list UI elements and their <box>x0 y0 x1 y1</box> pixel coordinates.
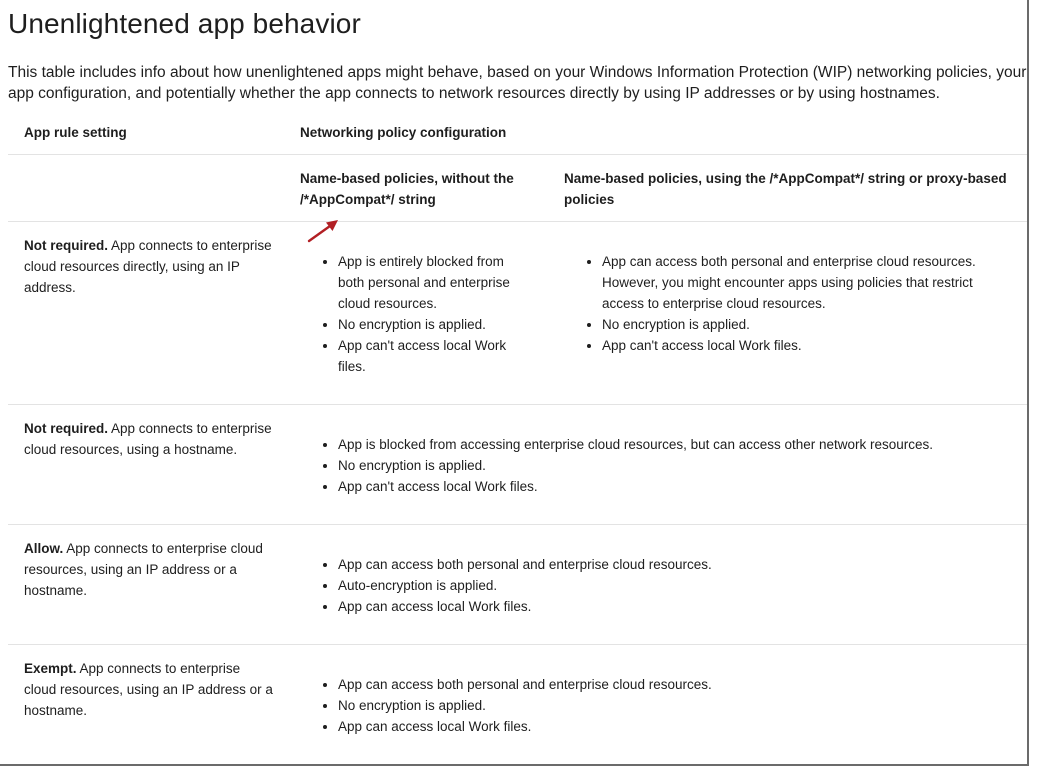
list-item: • App can access local Work files. <box>338 596 1029 617</box>
bullet-list <box>580 251 1012 356</box>
list-item: • App can't access local Work files. <box>338 335 513 377</box>
table-row-setting <box>24 235 274 298</box>
setting-label: Allow. <box>24 541 64 556</box>
table-divider <box>8 644 1027 645</box>
bullet-list <box>316 434 1029 497</box>
table-divider <box>8 404 1027 405</box>
setting-description: App connects to enterprise cloud resources, using a hostname. <box>24 421 272 457</box>
annotation-arrow-icon <box>306 218 342 244</box>
list-item: • App can't access local Work files. <box>338 476 1029 497</box>
page-title: Unenlightened app behavior <box>8 8 361 39</box>
table-divider <box>8 221 1027 222</box>
intro-paragraph: This table includes info about how unenlightened apps might behave, based on your Windows Information Protection (WIP) networking policies, your app configuration, and potentially whether the app connects to network resources directly by using IP addresses or by using hostnames. <box>8 64 1027 102</box>
list-item: • No encryption is applied. <box>338 314 513 335</box>
setting-label: Exempt. <box>24 661 77 676</box>
list-item: • App is blocked from accessing enterprise cloud resources, but can access other network resources. <box>338 434 1029 455</box>
list-item: • No encryption is applied. <box>602 314 1012 335</box>
bullet-list <box>316 674 1029 737</box>
list-item: • App can't access local Work files. <box>602 335 1012 356</box>
sub-header-without-appcompat: Name-based policies, without the /*AppCompat*/ string <box>300 171 514 207</box>
list-item: • No encryption is applied. <box>338 695 1029 716</box>
setting-label: Not required. <box>24 238 109 253</box>
list-item: • Auto-encryption is applied. <box>338 575 1029 596</box>
table-row-setting <box>24 658 274 721</box>
setting-description: App connects to enterprise cloud resources directly, using an IP address. <box>24 238 272 295</box>
setting-description: App connects to enterprise cloud resources, using an IP address or a hostname. <box>24 541 263 598</box>
list-item: • App can access both personal and enterprise cloud resources. <box>338 554 1029 575</box>
bullet-list <box>316 251 513 377</box>
sub-header-with-appcompat: Name-based policies, using the /*AppCompat*/ string or proxy-based policies <box>564 171 1007 207</box>
table-divider <box>8 524 1027 525</box>
column-header-app-rule: App rule setting <box>24 125 127 140</box>
bullet-list <box>316 554 1029 617</box>
list-item: • App is entirely blocked from both personal and enterprise cloud resources. <box>338 251 513 314</box>
table-row-setting <box>24 538 274 601</box>
table-divider <box>8 154 1027 155</box>
table-row-setting <box>24 418 274 460</box>
column-header-networking: Networking policy configuration <box>300 125 507 140</box>
list-item: • No encryption is applied. <box>338 455 1029 476</box>
list-item: • App can access local Work files. <box>338 716 1029 737</box>
setting-description: App connects to enterprise cloud resources, using an IP address or a hostname. <box>24 661 273 718</box>
list-item: • App can access both personal and enterprise cloud resources. However, you might encounter apps using policies that restrict access to enterprise cloud resources. <box>602 251 1012 314</box>
setting-label: Not required. <box>24 421 109 436</box>
list-item: • App can access both personal and enterprise cloud resources. <box>338 674 1029 695</box>
